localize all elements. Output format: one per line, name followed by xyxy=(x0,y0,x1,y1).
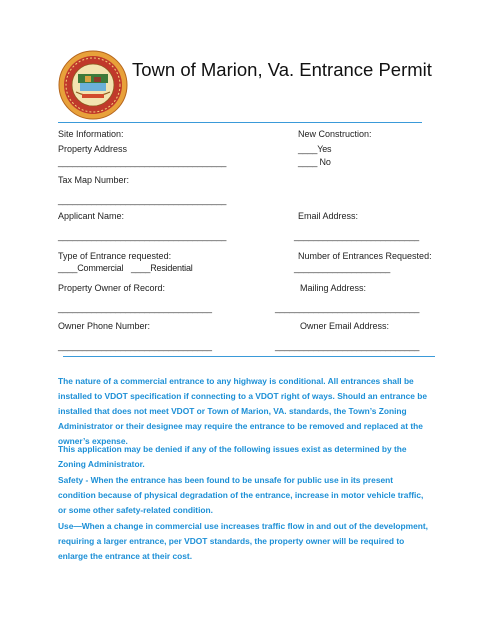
owner-email-field[interactable]: ______________________________ xyxy=(275,341,420,351)
commercial-option[interactable]: ____Commercial xyxy=(58,263,124,273)
new-construction-label: New Construction: xyxy=(298,129,372,139)
site-information-label: Site Information: xyxy=(58,129,124,139)
mailing-address-field[interactable]: ______________________________ xyxy=(275,303,420,313)
email-address-field[interactable]: __________________________ xyxy=(294,231,419,241)
denial-conditions-paragraph: This application may be denied if any of the following issues exist as determined by the Zoning Administrator. xyxy=(58,444,407,469)
new-construction-no-option[interactable]: ____ No xyxy=(298,157,331,167)
entrance-type-label: Type of Entrance requested: xyxy=(58,251,172,261)
form-divider xyxy=(63,356,435,357)
number-of-entrances-label: Number of Entrances Requested: xyxy=(298,251,432,261)
new-construction-yes-option[interactable]: ____Yes xyxy=(298,144,332,154)
mailing-address-label: Mailing Address: xyxy=(300,283,367,293)
applicant-name-label: Applicant Name: xyxy=(58,211,125,221)
header-divider xyxy=(58,122,422,123)
residential-option[interactable]: ____Residential xyxy=(131,263,193,273)
town-seal-icon xyxy=(58,50,128,120)
tax-map-number-label: Tax Map Number: xyxy=(58,175,130,185)
number-of-entrances-field[interactable]: ____________________ xyxy=(294,263,391,273)
property-address-field[interactable]: ___________________________________ xyxy=(58,157,227,167)
owner-phone-label: Owner Phone Number: xyxy=(58,321,151,331)
applicant-name-field[interactable]: ___________________________________ xyxy=(58,231,227,241)
commercial-entrance-paragraph: The nature of a commercial entrance to any highway is conditional. All entrances shall be installed to VDOT specification if connecting to a VDOT right of ways. Should an entrance be installed that does not meet VDOT or Town of Marion, VA. standards, the Town’s Zoning Administrator or their designee may require the entrance to be removed and replaced at the owner’s expense. xyxy=(58,376,428,446)
property-owner-field[interactable]: ________________________________ xyxy=(58,303,212,313)
safety-condition-paragraph: Safety - When the entrance has been found to be unsafe for public use in its present condition because of physical degradation of the entrance, increase in motor vehicle traffic, or some other safety-related condition. xyxy=(58,475,424,515)
use-condition-paragraph: Use—When a change in commercial use increases traffic flow in and out of the development, requiring a larger entrance, per VDOT standards, the property owner will be required to enlarge the entrance at their cost. xyxy=(58,521,428,561)
page-title: Town of Marion, Va. Entrance Permit xyxy=(132,59,432,80)
owner-email-label: Owner Email Address: xyxy=(300,321,390,331)
property-owner-label: Property Owner of Record: xyxy=(58,283,166,293)
tax-map-number-field[interactable]: ___________________________________ xyxy=(58,195,227,205)
property-address-label: Property Address xyxy=(58,144,128,154)
email-address-label: Email Address: xyxy=(298,211,359,221)
owner-phone-field[interactable]: ________________________________ xyxy=(58,341,212,351)
